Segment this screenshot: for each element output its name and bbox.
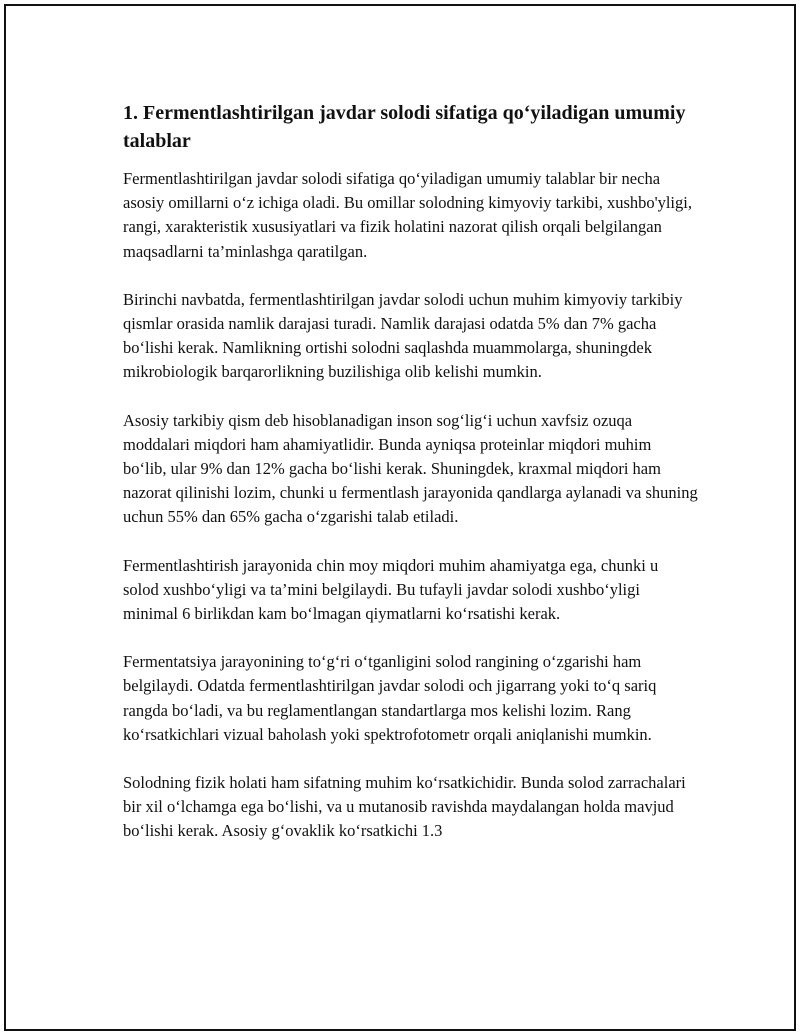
paragraph-5: Fermentatsiya jarayonining to‘g‘ri o‘tganligini solod rangining o‘zgarishi ham belgilaydi. Odatda fermentlashtirilgan javdar solodi och jigarrang yoki to‘q sariq rangda bo‘ladi, va bu reglamentlangan standartlarga mos kelishi lozim. Rang ko‘rsatkichlari vizual baholash yoki spektrofotometr orqali aniqlanishi mumkin. xyxy=(123,652,657,744)
paragraph-6: Solodning fizik holati ham sifatning muhim ko‘rsatkichidir. Bunda solod zarrachalari bir xil o‘lchamga ega bo‘lishi, va u mutanosib ravishda maydalangan holda mavjud bo‘lishi kerak. Asosiy g‘ovaklik ko‘rsatkichi 1.3 xyxy=(123,773,686,841)
document-body xyxy=(123,99,698,868)
section-heading: 1. Fermentlashtirilgan javdar solodi sifatiga qo‘yiladigan umumiy talablar xyxy=(123,102,686,152)
paragraph-3: Asosiy tarkibiy qism deb hisoblanadigan inson sog‘lig‘i uchun xavfsiz ozuqa moddalari miqdori ham ahamiyatlidir. Bunda ayniqsa proteinlar miqdori muhim bo‘lib, ular 9% dan 12% gacha bo‘lishi kerak. Shuningdek, kraxmal miqdori ham nazorat qilinishi lozim, chunki u fermentlash jarayonida qandlarga aylanadi va shuning uchun 55% dan 65% gacha o‘zgarishi talab etiladi. xyxy=(123,410,698,527)
page-frame xyxy=(4,4,796,1031)
paragraph-2: Birinchi navbatda, fermentlashtirilgan javdar solodi uchun muhim kimyoviy tarkibiy qismlar orasida namlik darajasi turadi. Namlik darajasi odatda 5% dan 7% gacha bo‘lishi kerak. Namlikning ortishi solodni saqlashda muammolarga, shuningdek mikrobiologik barqarorlikning buzilishiga olib kelishi mumkin. xyxy=(123,289,683,382)
paragraph-1: Fermentlashtirilgan javdar solodi sifatiga qo‘yiladigan umumiy talablar bir necha asosiy omillarni o‘z ichiga oladi. Bu omillar solodning kimyoviy tarkibi, xushbo'yligi, rangi, xarakteristik xususiyatlari va fizik holatini nazorat qilish orqali belgilangan maqsadlarni ta’minlashga qaratilgan. xyxy=(123,169,692,261)
paragraph-4: Fermentlashtirish jarayonida chin moy miqdori muhim ahamiyatga ega, chunki u solod xushbo‘yligi va ta’mini belgilaydi. Bu tufayli javdar solodi xushbo‘yligi minimal 6 birlikdan kam bo‘lmagan qiymatlarni ko‘rsatishi kerak. xyxy=(123,555,659,624)
